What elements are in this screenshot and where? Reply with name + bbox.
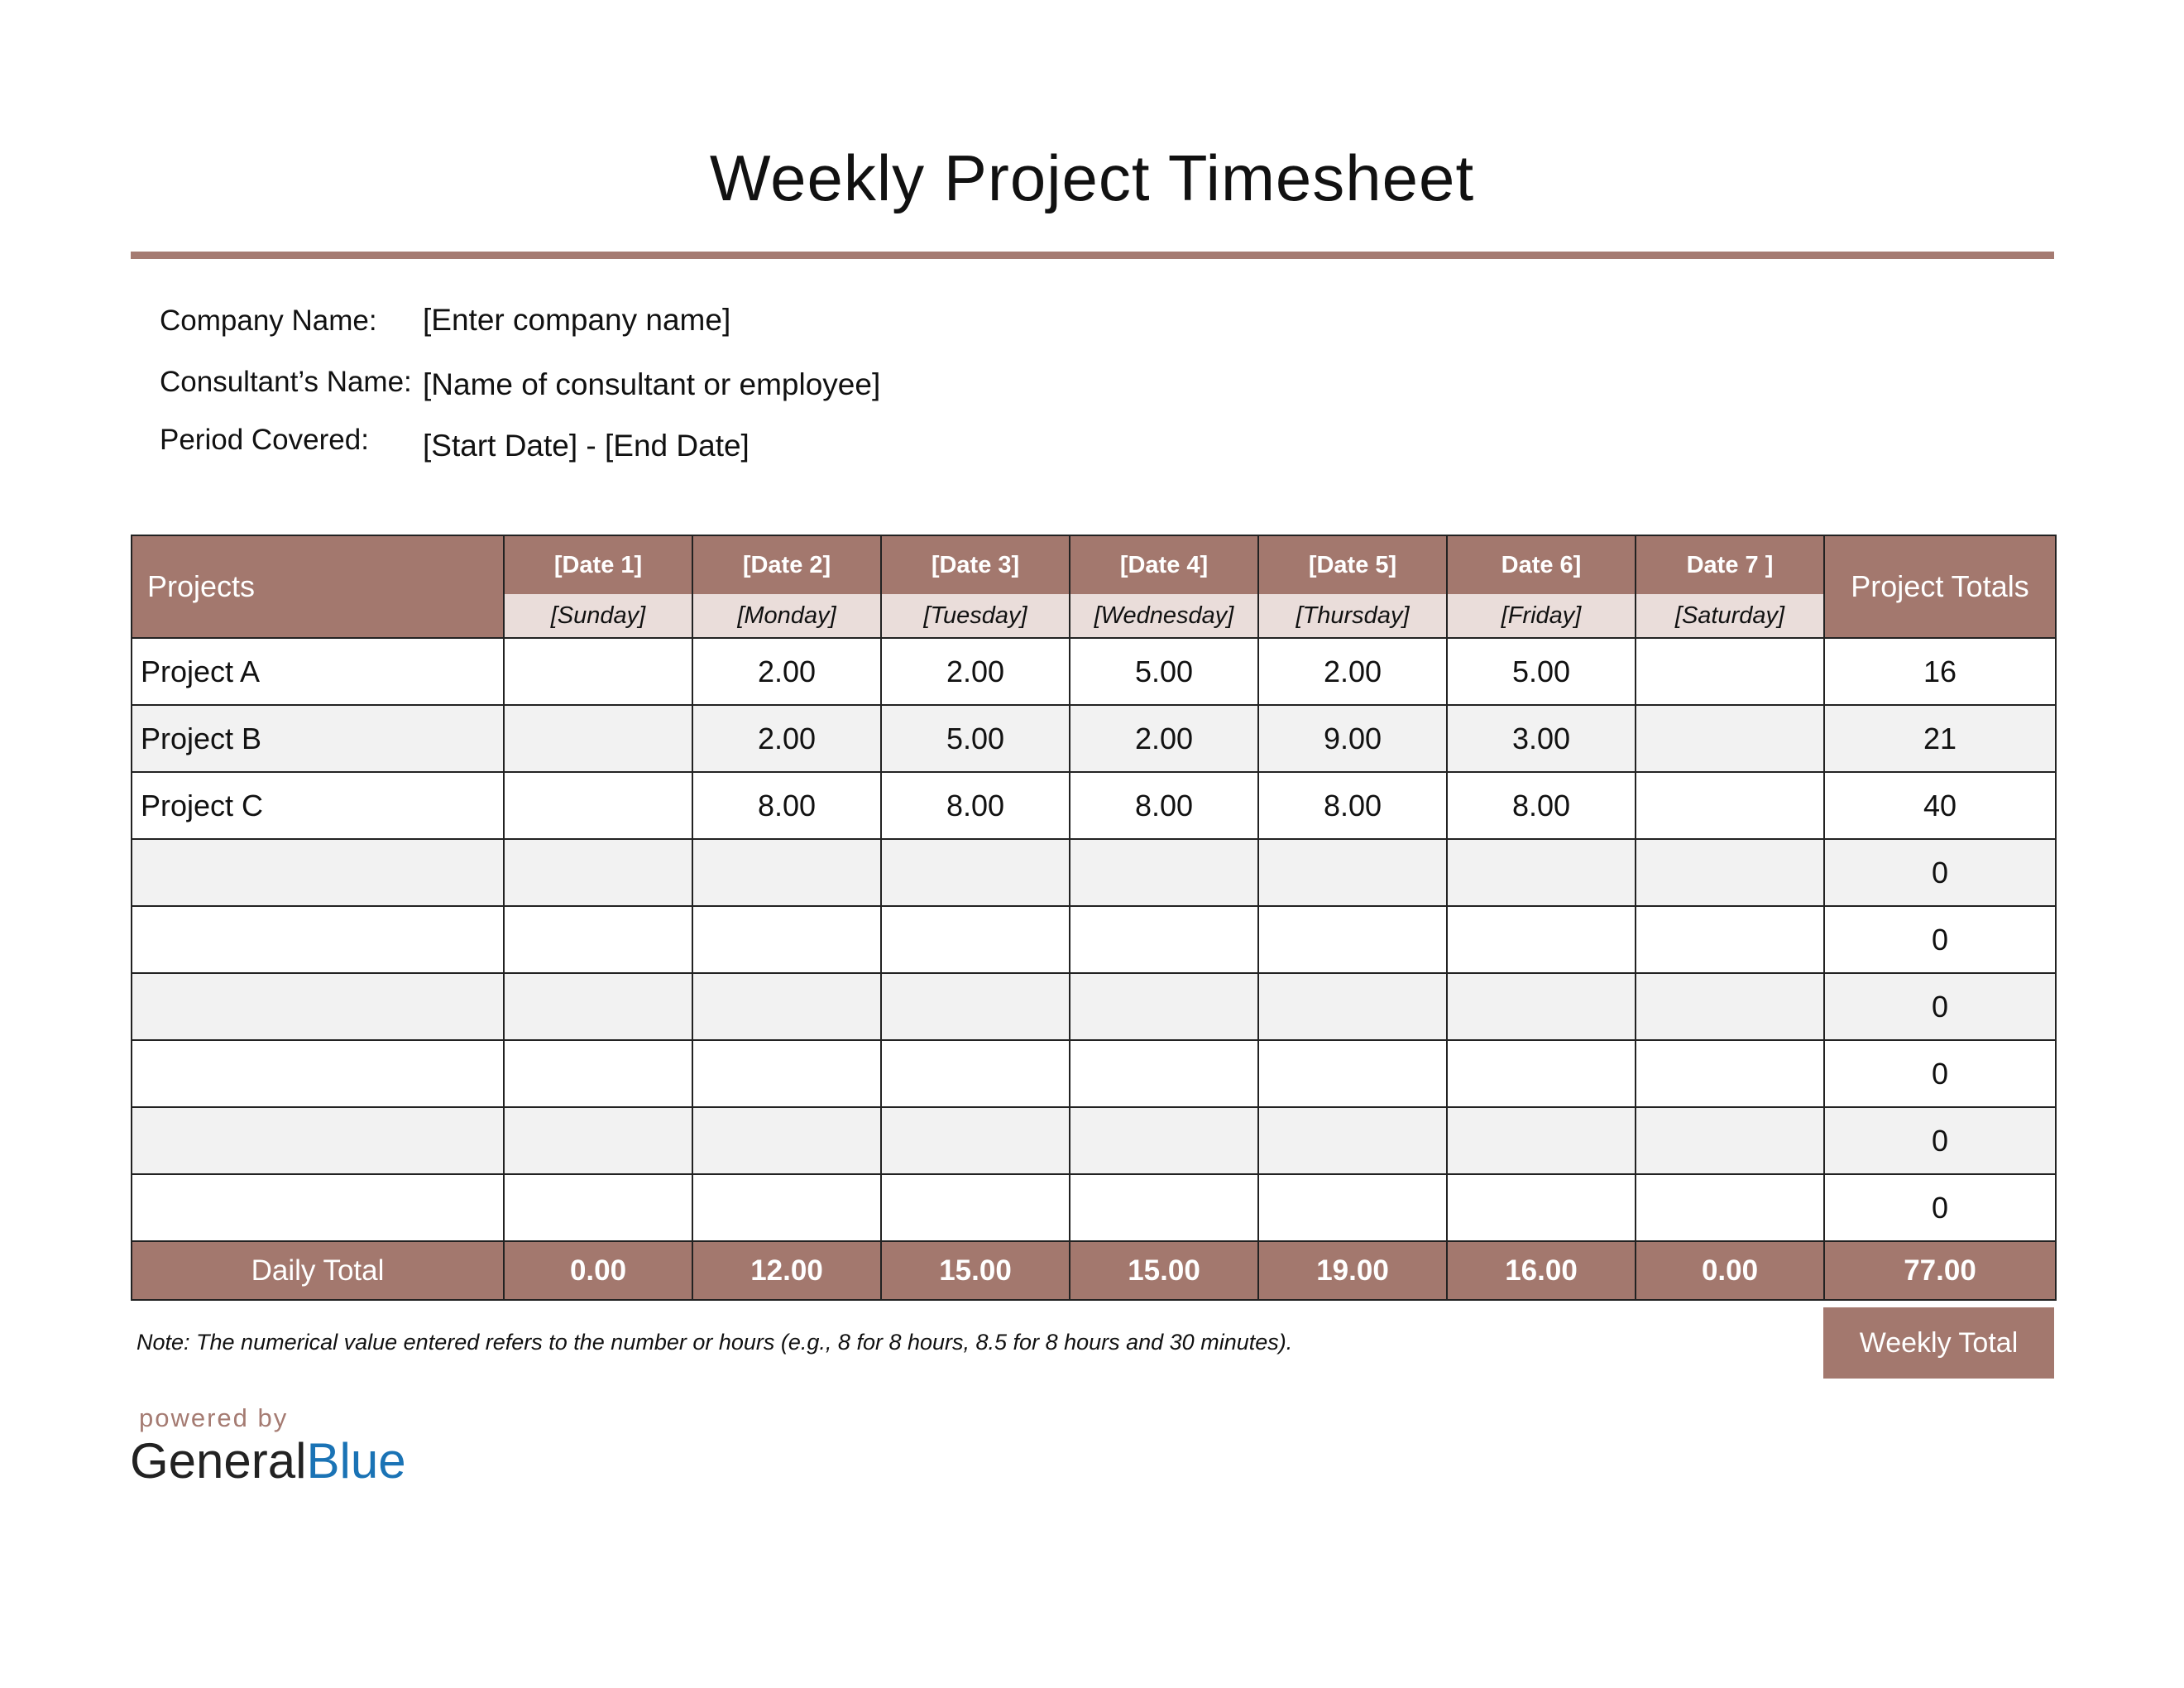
daily-total-cell: 16.00 [1447, 1241, 1636, 1300]
company-field[interactable]: [Enter company name] [423, 303, 731, 337]
hours-cell[interactable]: 8.00 [1258, 772, 1447, 839]
hours-cell[interactable] [1447, 1040, 1636, 1107]
projects-header: Projects [132, 535, 504, 638]
hours-cell[interactable] [1258, 1107, 1447, 1174]
project-total-cell: 0 [1824, 1040, 2056, 1107]
hours-cell[interactable] [1258, 906, 1447, 973]
hours-cell[interactable]: 8.00 [881, 772, 1070, 839]
hours-cell[interactable]: 2.00 [881, 638, 1070, 705]
project-totals-header: Project Totals [1824, 535, 2056, 638]
hours-cell[interactable] [504, 638, 692, 705]
project-name-cell[interactable] [132, 1040, 504, 1107]
date-header[interactable]: Date 6] [1447, 535, 1636, 594]
hours-cell[interactable] [1636, 772, 1824, 839]
project-row [132, 839, 2056, 906]
hours-cell[interactable]: 5.00 [1070, 638, 1258, 705]
hours-cell[interactable] [504, 906, 692, 973]
weekly-total-label: Weekly Total [1823, 1307, 2054, 1379]
daily-total-cell: 12.00 [692, 1241, 881, 1300]
company-label: Company Name: [160, 305, 377, 337]
hours-cell[interactable] [881, 1107, 1070, 1174]
hours-cell[interactable] [881, 839, 1070, 906]
weekly-total-value: 77.00 [1824, 1241, 2056, 1300]
timesheet-table [131, 535, 2057, 1301]
hours-cell[interactable] [1636, 973, 1824, 1040]
daily-total-cell: 19.00 [1258, 1241, 1447, 1300]
hours-cell[interactable] [1447, 839, 1636, 906]
date-header[interactable]: Date 7 ] [1636, 535, 1824, 594]
hours-cell[interactable] [692, 1107, 881, 1174]
date-header[interactable]: [Date 1] [504, 535, 692, 594]
project-name-cell[interactable]: Project B [132, 705, 504, 772]
hours-cell[interactable]: 2.00 [1070, 705, 1258, 772]
project-name-cell[interactable] [132, 973, 504, 1040]
hours-cell[interactable] [504, 1107, 692, 1174]
powered-by-text: powered by [139, 1403, 289, 1432]
project-row [132, 1040, 2056, 1107]
hours-cell[interactable] [1636, 1174, 1824, 1241]
page-title: Weekly Project Timesheet [709, 141, 1475, 214]
project-total-cell: 0 [1824, 1174, 2056, 1241]
hours-cell[interactable] [881, 906, 1070, 973]
hours-cell[interactable] [1258, 973, 1447, 1040]
hours-cell[interactable] [881, 1174, 1070, 1241]
project-total-cell: 0 [1824, 1107, 2056, 1174]
hours-cell[interactable] [1447, 973, 1636, 1040]
daily-total-cell: 15.00 [1070, 1241, 1258, 1300]
period-label: Period Covered: [160, 424, 369, 456]
hours-cell[interactable] [504, 1174, 692, 1241]
day-header: [Tuesday] [881, 594, 1070, 638]
hours-cell[interactable] [1070, 973, 1258, 1040]
hours-cell[interactable] [1258, 1174, 1447, 1241]
project-total-cell: 21 [1824, 705, 2056, 772]
hours-cell[interactable] [1070, 1107, 1258, 1174]
hours-cell[interactable] [1447, 1107, 1636, 1174]
hours-cell[interactable]: 8.00 [692, 772, 881, 839]
hours-cell[interactable]: 8.00 [1447, 772, 1636, 839]
project-name-cell[interactable] [132, 1107, 504, 1174]
day-header: [Thursday] [1258, 594, 1447, 638]
hours-cell[interactable] [1636, 705, 1824, 772]
hours-cell[interactable]: 3.00 [1447, 705, 1636, 772]
project-name-cell[interactable] [132, 839, 504, 906]
hours-cell[interactable] [692, 1040, 881, 1107]
hours-cell[interactable] [1636, 638, 1824, 705]
project-total-cell: 40 [1824, 772, 2056, 839]
date-header[interactable]: [Date 2] [692, 535, 881, 594]
daily-total-cell: 15.00 [881, 1241, 1070, 1300]
hours-cell[interactable] [881, 1040, 1070, 1107]
hours-cell[interactable] [1070, 1174, 1258, 1241]
hours-cell[interactable] [1447, 1174, 1636, 1241]
hours-cell[interactable]: 2.00 [1258, 638, 1447, 705]
project-row [132, 1107, 2056, 1174]
daily-total-cell: 0.00 [504, 1241, 692, 1300]
day-header: [Wednesday] [1070, 594, 1258, 638]
hours-cell[interactable] [1636, 839, 1824, 906]
project-name-cell[interactable]: Project C [132, 772, 504, 839]
day-header: [Saturday] [1636, 594, 1824, 638]
hours-cell[interactable] [1070, 906, 1258, 973]
hours-cell[interactable]: 2.00 [692, 705, 881, 772]
hours-cell[interactable] [1636, 1040, 1824, 1107]
project-total-cell: 0 [1824, 973, 2056, 1040]
hours-cell[interactable] [1447, 906, 1636, 973]
project-total-cell: 16 [1824, 638, 2056, 705]
hours-cell[interactable] [504, 1040, 692, 1107]
project-row [132, 1174, 2056, 1241]
brand-blue: Blue [306, 1433, 406, 1489]
daily-total-cell: 0.00 [1636, 1241, 1824, 1300]
hours-cell[interactable] [504, 705, 692, 772]
date-header[interactable]: [Date 5] [1258, 535, 1447, 594]
hours-cell[interactable] [1636, 1107, 1824, 1174]
title-divider [131, 252, 2054, 259]
hours-cell[interactable] [1636, 906, 1824, 973]
hours-cell[interactable] [692, 839, 881, 906]
period-field[interactable]: [Start Date] - [End Date] [423, 429, 750, 463]
date-header[interactable]: [Date 3] [881, 535, 1070, 594]
project-row [132, 906, 2056, 973]
project-name-cell[interactable] [132, 906, 504, 973]
hours-cell[interactable] [504, 772, 692, 839]
hours-cell[interactable] [1258, 1040, 1447, 1107]
timesheet-body [132, 638, 2056, 1241]
day-header: [Sunday] [504, 594, 692, 638]
hours-cell[interactable]: 5.00 [881, 705, 1070, 772]
project-name-cell[interactable] [132, 1174, 504, 1241]
project-total-cell: 0 [1824, 839, 2056, 906]
daily-total-label: Daily Total [132, 1241, 504, 1300]
hours-cell[interactable] [1070, 1040, 1258, 1107]
day-header: [Monday] [692, 594, 881, 638]
hours-cell[interactable]: 2.00 [692, 638, 881, 705]
project-row [132, 638, 2056, 705]
hours-cell[interactable] [1258, 839, 1447, 906]
hours-cell[interactable]: 8.00 [1070, 772, 1258, 839]
project-name-cell[interactable]: Project A [132, 638, 504, 705]
consultant-field[interactable]: [Name of consultant or employee] [423, 367, 881, 401]
consultant-label: Consultant’s Name: [160, 366, 412, 398]
hours-cell[interactable] [692, 1174, 881, 1241]
date-header[interactable]: [Date 4] [1070, 535, 1258, 594]
footnote: Note: The numerical value entered refers to the number or hours (e.g., 8 for 8 hours, 8.5 for 8 hours and 30 minutes). [136, 1330, 1293, 1355]
hours-cell[interactable] [504, 973, 692, 1040]
project-row [132, 705, 2056, 772]
project-row [132, 772, 2056, 839]
hours-cell[interactable] [1070, 839, 1258, 906]
day-header: [Friday] [1447, 594, 1636, 638]
brand-general: General [130, 1433, 307, 1489]
hours-cell[interactable] [881, 973, 1070, 1040]
hours-cell[interactable]: 9.00 [1258, 705, 1447, 772]
project-row [132, 973, 2056, 1040]
hours-cell[interactable] [692, 973, 881, 1040]
hours-cell[interactable] [504, 839, 692, 906]
project-total-cell: 0 [1824, 906, 2056, 973]
generalblue-logo [130, 1432, 406, 1489]
hours-cell[interactable]: 5.00 [1447, 638, 1636, 705]
hours-cell[interactable] [692, 906, 881, 973]
daily-total-row [132, 1241, 2056, 1300]
